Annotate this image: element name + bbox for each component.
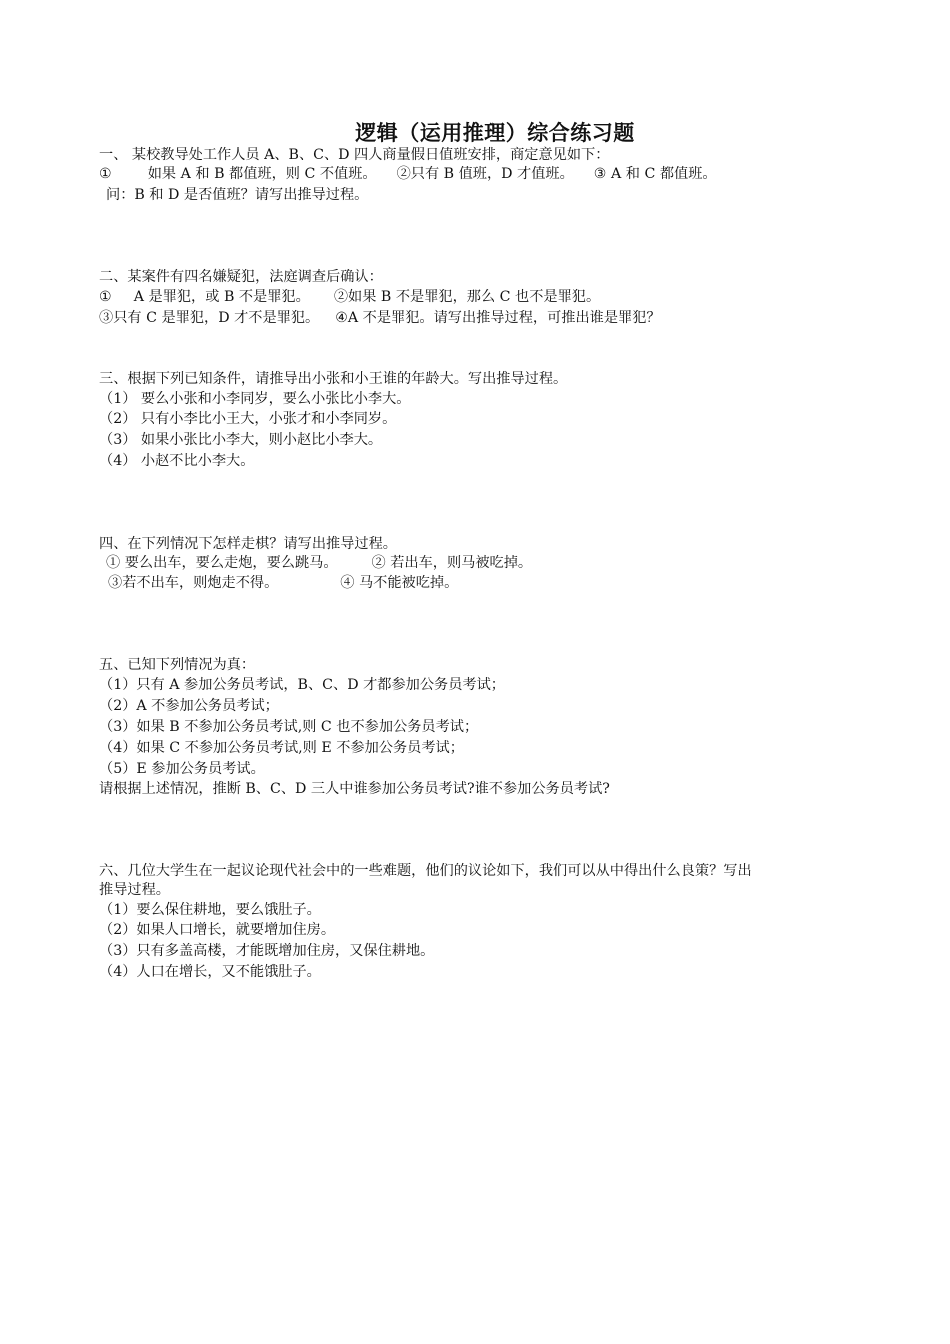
q1-question: 问：B 和 D 是否值班？请写出推导过程。 (106, 187, 369, 203)
q6-item: （2）如果人口增长，就要增加住房。 (99, 922, 336, 938)
page-title: 逻辑（运用推理）综合练习题 (355, 121, 635, 145)
q6-item: （4）人口在增长，又不能饿肚子。 (99, 964, 321, 980)
q1-condition-3: ③ A 和 C 都值班。 (593, 166, 717, 182)
q4-condition-3: ③若不出车，则炮走不得。 (108, 575, 279, 591)
q3-item: （1） 要么小张和小李同岁，要么小张比小李大。 (99, 391, 411, 407)
q5-item: （4）如果 C 不参加公务员考试,则 E 不参加公务员考试； (99, 740, 464, 756)
q4-conditions-row2 (108, 574, 458, 592)
q5-item: （5）E 参加公务员考试。 (99, 761, 265, 777)
q4-condition-4: ④ 马不能被吃掉。 (340, 575, 459, 591)
q6-intro-line2: 推导过程。 (99, 882, 170, 898)
q2-condition-4: ④A 不是罪犯。请写出推导过程，可推出谁是罪犯？ (335, 310, 661, 326)
q2-condition-2: ②如果 B 不是罪犯，那么 C 也不是罪犯。 (333, 289, 601, 305)
q3-item: （2） 只有小李比小王大，小张才和小李同岁。 (99, 411, 397, 427)
q5-item: （3）如果 B 不参加公务员考试,则 C 也不参加公务员考试； (99, 719, 479, 735)
q4-intro: 四、在下列情况下怎样走棋？请写出推导过程。 (99, 536, 397, 552)
q2-condition-1: A 是罪犯，或 B 不是罪犯。 (133, 289, 310, 305)
q3-item: （4） 小赵不比小李大。 (99, 453, 255, 469)
q4-conditions-row1 (106, 554, 532, 572)
q5-item: （2）A 不参加公务员考试； (99, 698, 279, 714)
q3-intro: 三、根据下列已知条件，请推导出小张和小王谁的年龄大。写出推导过程。 (99, 371, 568, 387)
q4-condition-2: ② 若出车，则马被吃掉。 (371, 555, 533, 571)
q6-item: （1）要么保住耕地，要么饿肚子。 (99, 902, 321, 918)
q2-conditions-row2 (99, 309, 661, 327)
q1-condition-1-mark: ① (99, 166, 112, 182)
q1-conditions (99, 165, 717, 183)
q5-item: （1）只有 A 参加公务员考试，B、C、D 才都参加公务员考试； (99, 677, 505, 693)
q6-item: （3）只有多盖高楼，才能既增加住房，又保住耕地。 (99, 943, 435, 959)
q2-intro: 二、某案件有四名嫌疑犯，法庭调查后确认： (99, 269, 383, 285)
q2-condition-3: ③只有 C 是罪犯，D 才不是罪犯。 (99, 310, 320, 326)
q1-condition-2: ②只有 B 值班，D 才值班。 (396, 166, 574, 182)
q4-condition-1: ① 要么出车，要么走炮，要么跳马。 (106, 555, 338, 571)
q5-intro: 五、已知下列情况为真： (99, 657, 256, 673)
q3-item: （3） 如果小张比小李大，则小赵比小李大。 (99, 432, 383, 448)
q2-condition-1-mark: ① (99, 289, 112, 305)
q1-intro: 一、 某校教导处工作人员 A、B、C、D 四人商量假日值班安排，商定意见如下： (99, 147, 610, 163)
q2-conditions-row1 (99, 288, 600, 306)
q6-intro-line1: 六、几位大学生在一起议论现代社会中的一些难题，他们的议论如下，我们可以从中得出什么良策？写出 (99, 863, 752, 879)
q5-question: 请根据上述情况，推断 B、C、D 三人中谁参加公务员考试?谁不参加公务员考试? (99, 781, 610, 797)
q1-condition-1: 如果 A 和 B 都值班，则 C 不值班。 (147, 166, 377, 182)
